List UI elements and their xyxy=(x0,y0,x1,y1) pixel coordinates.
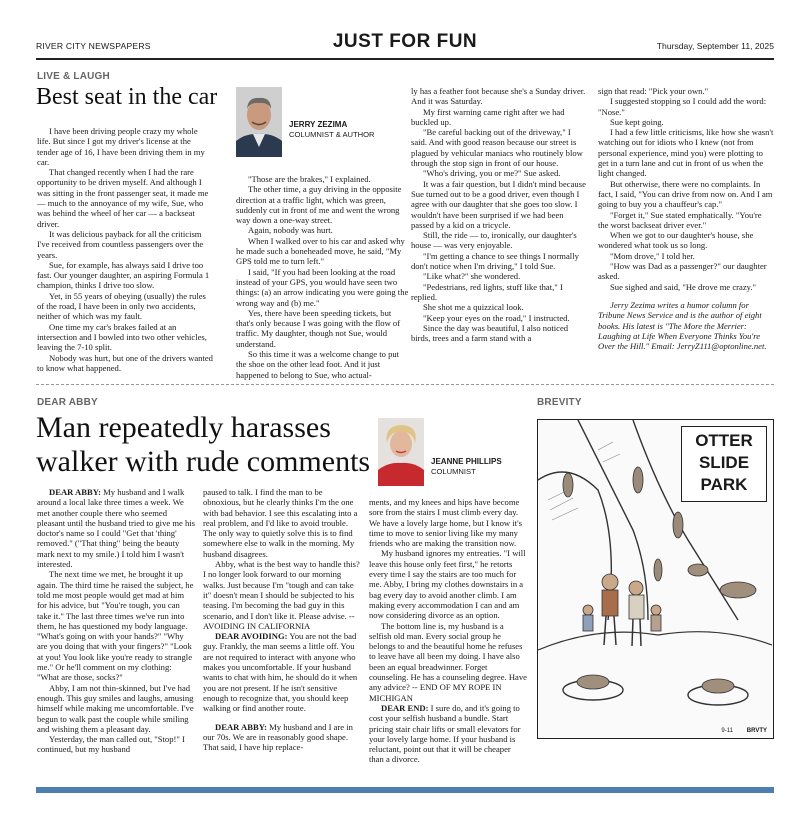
paragraph: Again, nobody was hurt. xyxy=(248,225,333,236)
paragraph: It was delicious payback for all the criticism I've received from countless passengers over the years. xyxy=(37,228,204,260)
zezima-author-name: JERRY ZEZIMA xyxy=(289,120,348,129)
paragraph: My husband and I walk around a local lake three times a week. We met another couple there who seemed pleasant until the husband tried to give me his doctor's name so I could "Get that 'thing' removed." ("That thing" being the beauty mark next to my smile.) I told him I wasn't interested. xyxy=(37,487,195,570)
zezima-portrait-illustration xyxy=(236,87,282,157)
footer-bar xyxy=(36,787,774,793)
comic-signature: BRVTY xyxy=(746,728,767,734)
paragraph: paused to talk. I find the man to be obnoxious, but he clearly thinks I'm the one with bad behavior. I see this escalating into a real problem, and I'd like to avoid trouble. The only way to quietly solve this is to find somewhere else to walk in the morning. My husband disagrees. xyxy=(203,487,358,559)
issue-date: Thursday, September 11, 2025 xyxy=(656,41,774,51)
reply-salutation: DEAR AVOIDING: xyxy=(215,631,288,642)
masthead xyxy=(36,0,774,60)
paragraph: Since the day was beautiful, I also noticed birds, trees and a farm stand with a xyxy=(411,322,569,344)
letter-salutation: DEAR ABBY: xyxy=(215,721,267,732)
paragraph: So this time it was a welcome change to put the shoe on the other lead foot. And it just happened to belong to Sue, who actual- xyxy=(236,349,400,380)
paragraph: "Mom drove," I told her. xyxy=(610,250,695,261)
publisher-name: RIVER CITY NEWSPAPERS xyxy=(36,41,151,51)
paragraph: "Those are the brakes," I explained. xyxy=(248,174,371,184)
author-bio: Jerry Zezima writes a humor column for Tribune News Service and is the author of eight books. His latest is "The More the Merrier: Laughing at Life When Everyone Thinks You're Over the Hill." Email: JerryZ111@optonline.net. xyxy=(598,299,767,352)
paragraph: But otherwise, there were no complaints. In fact, I said, "You can drive from now on. And I am going to buy you a chauffeur's cap." xyxy=(598,178,773,210)
zezima-byline xyxy=(289,120,375,140)
paragraph: Nobody was hurt, but one of the drivers wanted to know what happened. xyxy=(37,352,213,373)
zezima-photo xyxy=(236,87,282,157)
letter-salutation: DEAR ABBY: xyxy=(49,487,101,497)
paragraph: Yet, in 55 years of obeying (usually) the rules of the road, I have been in only two accidents, neither of which was my fault. xyxy=(37,290,206,322)
paragraph: Yes, there have been speeding tickets, but that's only because I was going with the flow of traffic. My daughter, though not Sue, would understand. xyxy=(236,307,401,349)
phillips-byline xyxy=(431,457,502,477)
paragraph: "Pedestrians, red lights, stuff like that," I replied. xyxy=(411,281,563,302)
paragraph: When we got to our daughter's house, she wondered what took us so long. xyxy=(598,230,754,251)
paragraph: I had a few little criticisms, like how she wasn't watching out for idiots who I knew (not from personal experience, mind you) were plotting to get in a turn lane and cut in front of us when the light changed. xyxy=(598,127,774,179)
paragraph: The next time we met, he brought it up again. The third time he raised the subject, he told me most people would get mad at him for his advice, but "You're tough, you can take it." The last three times we've run into them, he has questioned my body language. "What's going on with your hands?" "Why are you doing that with your fingers?" "Look at you! You look like you're ready to strangle me." Or he'll comment on my clothing: "What are those, socks?" xyxy=(37,569,194,683)
paragraph: My first warning came right after we had buckled up. xyxy=(411,106,565,127)
phillips-author-name: JEANNE PHILLIPS xyxy=(431,457,502,466)
brevity-comic xyxy=(537,419,774,739)
zezima-headline: Best seat in the car xyxy=(36,84,218,110)
paragraph: "Like what?" she wondered. xyxy=(423,271,521,282)
reply-salutation: DEAR END: xyxy=(381,702,429,713)
paragraph: I said, "If you had been looking at the road instead of your GPS, you would have seen two things: (a) an arrow indicating you were going the wrong way and (b) me." xyxy=(236,266,409,308)
paragraph: "Who's driving, you or me?" Sue asked. xyxy=(423,168,561,179)
paragraph: "Be careful backing out of the driveway," I said. And with good reason because our street is plagued by vehicular maniacs who routinely blow through the stop sign in front of our house. xyxy=(411,127,583,169)
phillips-author-title: COLUMNIST xyxy=(431,467,476,476)
paragraph: I sure do, and it's going to cost your selfish husband a bundle. Start pricing stair chair lifts or small elevators for your lovely large home. If your husband is reluctant, point out that it will be cheaper than a divorce. xyxy=(369,702,521,765)
paragraph: She shot me a quizzical look. xyxy=(423,302,524,313)
abby-headline-line-2: walker with rude comments xyxy=(36,445,371,478)
paragraph: The other time, a guy driving in the opposite direction at a traffic light, which was green, suddenly cut in front of me and went the wrong way down a one-way street. xyxy=(236,184,402,226)
paragraph: "Keep your eyes on the road," I instructed. xyxy=(423,312,570,323)
zezima-kicker: LIVE & LAUGH xyxy=(37,71,110,82)
paragraph: I suggested stopping so I could add the word: "Nose." xyxy=(598,96,767,117)
paragraph: I have been driving people crazy my whole life. But since I got my driver's license at the tender age of 16, I have been driving them in my car. xyxy=(37,126,205,167)
paragraph: Sue, for example, has always said I drive too fast. Our younger daughter, an aspiring Formula 1 champion, thinks I drive too slow. xyxy=(37,259,210,291)
paragraph: My husband and I are in our 70s. We are in reasonably good shape. That said, I have hip replace- xyxy=(203,721,353,753)
brevity-kicker: BREVITY xyxy=(537,397,582,408)
paragraph: Abby, what is the best way to handle this? I no longer look forward to our morning walks. Just because I'm "tough and can take it" doesn't mean I should be subjected to his teasing. I'm becoming the bad guy in this scenario, and I don't like it. Please advise. -- AVOIDING IN CALIFORNIA xyxy=(203,559,360,631)
zezima-author-title: COLUMNIST & AUTHOR xyxy=(289,130,375,139)
abby-kicker: DEAR ABBY xyxy=(37,397,98,408)
paragraph: My husband ignores my entreaties. "I will leave this house only feet first," he retorts every time I say the stairs are too much for me. Abby, I bring my clothes downstairs in a bag every day to avoid another climb. I am making every accommodation I can and am now considering divorce as an option. xyxy=(369,548,526,621)
paragraph: The bottom line is, my husband is a selfish old man. Every social group he belongs to and the beautiful home he refuses to leave have all been my doing. I have also been an equal breadwinner. Forget counseling. He has a counseling degree. Have any advice? -- END OF MY ROPE IN MICHIGAN xyxy=(369,620,527,703)
phillips-photo xyxy=(378,418,424,486)
zezima-column-4 xyxy=(598,86,774,351)
zezima-column-3 xyxy=(411,86,587,343)
comic-date-mark: 9-11 xyxy=(721,728,733,734)
paragraph: ly has a feather foot because she's a Sunday driver. And it was Saturday. xyxy=(411,86,586,107)
paragraph: Sue sighed and said, "He drove me crazy." xyxy=(610,281,757,292)
paragraph: ments, and my knees and hips have become sore from the stairs I must climb every day. We have a lovely large home, but I know it's time to move to senior living like my many friends who are making the transition now. xyxy=(369,497,522,549)
paragraph: One time my car's brakes failed at an intersection and I bowled into two other vehicles, leaving the 7-10 split. xyxy=(37,321,207,353)
sign-line-1: OTTER xyxy=(695,431,753,450)
sign-line-3: PARK xyxy=(700,475,748,494)
paragraph: Still, the ride — to, ironically, our daughter's house — was very enjoyable. xyxy=(411,230,577,251)
phillips-portrait-illustration xyxy=(378,418,424,486)
paragraph: sign that read: "Pick your own." xyxy=(598,86,709,96)
paragraph: When I walked over to his car and asked why he made such a boneheaded move, he said, "My GPS told me to turn left." xyxy=(236,235,405,267)
paragraph: You are not the bad guy. Frankly, the man seems a little off. You are not required to interact with anyone who makes you uncomfortable. If your husband wants to chat with him, he should do it when you are not present. If he isn't sensitive enough to recognize that, you should keep walking or find another route. xyxy=(203,631,358,714)
section-divider xyxy=(36,384,774,385)
paragraph: That changed recently when I had the rare opportunity to be driven myself. And although I was sitting in the front passenger seat, it made me — much to the annoyance of my wife, Sue, who was behind the wheel of her car — a backseat driver. xyxy=(37,167,209,229)
section-title: JUST FOR FUN xyxy=(332,31,478,52)
abby-headline xyxy=(36,411,370,479)
abby-column-2 xyxy=(203,487,361,752)
paragraph: Abby, I am not thin-skinned, but I've had enough. This guy smiles and laughs, amusing himself while making me uncomfortable. I've begun to walk past the couple while smiling and wishing them a pleasant day. xyxy=(37,682,194,734)
sign-line-2: SLIDE xyxy=(698,453,750,472)
paragraph: It was a fair question, but I didn't mind because Sue turned out to be a good driver, even though I agree with our daughter that she goes too slow. I wouldn't have been surprised if we had been passed by a kid on a tricycle. xyxy=(411,178,586,230)
comic-sign xyxy=(681,426,767,502)
paragraph: "Forget it," Sue stated emphatically. "You're the worst backseat driver ever." xyxy=(598,209,762,230)
paragraph: Yesterday, the man called out, "Stop!" I continued, but my husband xyxy=(37,734,185,755)
paragraph: "I'm getting a chance to see things I normally don't notice when I'm driving," I told Sue. xyxy=(411,250,579,272)
abby-headline-line-1: Man repeatedly harasses xyxy=(36,411,331,444)
zezima-column-2 xyxy=(236,174,410,380)
paragraph: "How was Dad as a passenger?" our daughter asked. xyxy=(598,261,767,282)
abby-column-1 xyxy=(37,487,195,755)
paragraph: Sue kept going. xyxy=(610,116,664,127)
abby-column-3 xyxy=(369,497,527,765)
zezima-column-1 xyxy=(37,126,213,373)
